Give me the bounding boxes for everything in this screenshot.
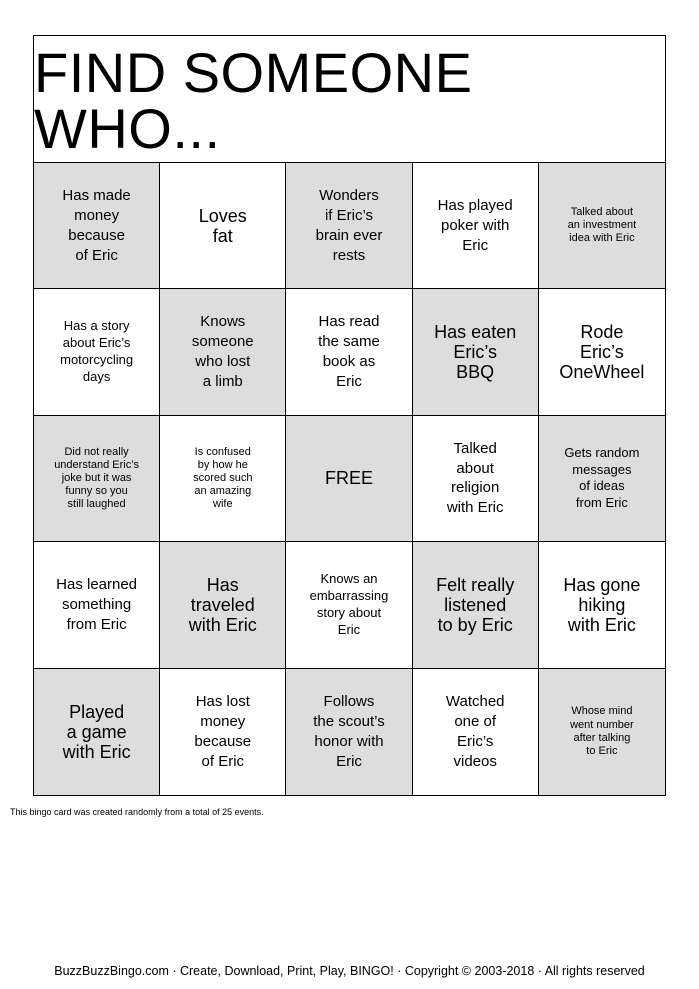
bingo-cell-r2-c1: Has a story about Eric’s motorcycling days xyxy=(34,289,160,415)
footer-copyright: BuzzBuzzBingo.com · Create, Download, Print, Play, BINGO! · Copyright © 2003-2018 · All rights reserved xyxy=(54,964,645,978)
bingo-cell-r3-c4: Talked about religion with Eric xyxy=(413,416,539,542)
bingo-cell-r3-c1: Did not really understand Eric’s joke but it was funny so you still laughed xyxy=(34,416,160,542)
bingo-cell-free: FREE xyxy=(286,416,412,542)
bingo-cell-r2-c4: Has eaten Eric’s BBQ xyxy=(413,289,539,415)
bingo-cell-r5-c4: Watched one of Eric’s videos xyxy=(413,669,539,795)
bingo-cell-r5-c3: Follows the scout’s honor with Eric xyxy=(286,669,412,795)
bingo-cell-r2-c2: Knows someone who lost a limb xyxy=(160,289,286,415)
bingo-cell-r3-c2: Is confused by how he scored such an amazing wife xyxy=(160,416,286,542)
bingo-cell-r5-c5: Whose mind went number after talking to Eric xyxy=(539,669,665,795)
bingo-cell-r1-c2: Loves fat xyxy=(160,163,286,289)
bingo-grid xyxy=(34,163,665,795)
bingo-cell-r4-c2: Has traveled with Eric xyxy=(160,542,286,668)
bingo-cell-r4-c3: Knows an embarrassing story about Eric xyxy=(286,542,412,668)
bingo-cell-r3-c5: Gets random messages of ideas from Eric xyxy=(539,416,665,542)
bingo-cell-r1-c3: Wonders if Eric’s brain ever rests xyxy=(286,163,412,289)
bingo-cell-r4-c1: Has learned something from Eric xyxy=(34,542,160,668)
card-title: FIND SOMEONE WHO... xyxy=(34,36,665,163)
bingo-cell-r4-c4: Felt really listened to by Eric xyxy=(413,542,539,668)
bingo-card xyxy=(33,35,666,796)
bingo-cell-r4-c5: Has gone hiking with Eric xyxy=(539,542,665,668)
bingo-cell-r5-c2: Has lost money because of Eric xyxy=(160,669,286,795)
bingo-cell-r1-c5: Talked about an investment idea with Eric xyxy=(539,163,665,289)
bingo-cell-r2-c5: Rode Eric’s OneWheel xyxy=(539,289,665,415)
bingo-cell-r5-c1: Played a game with Eric xyxy=(34,669,160,795)
bingo-cell-r1-c1: Has made money because of Eric xyxy=(34,163,160,289)
bingo-cell-r2-c3: Has read the same book as Eric xyxy=(286,289,412,415)
card-generation-note: This bingo card was created randomly from a total of 25 events. xyxy=(10,807,264,817)
bingo-cell-r1-c4: Has played poker with Eric xyxy=(413,163,539,289)
